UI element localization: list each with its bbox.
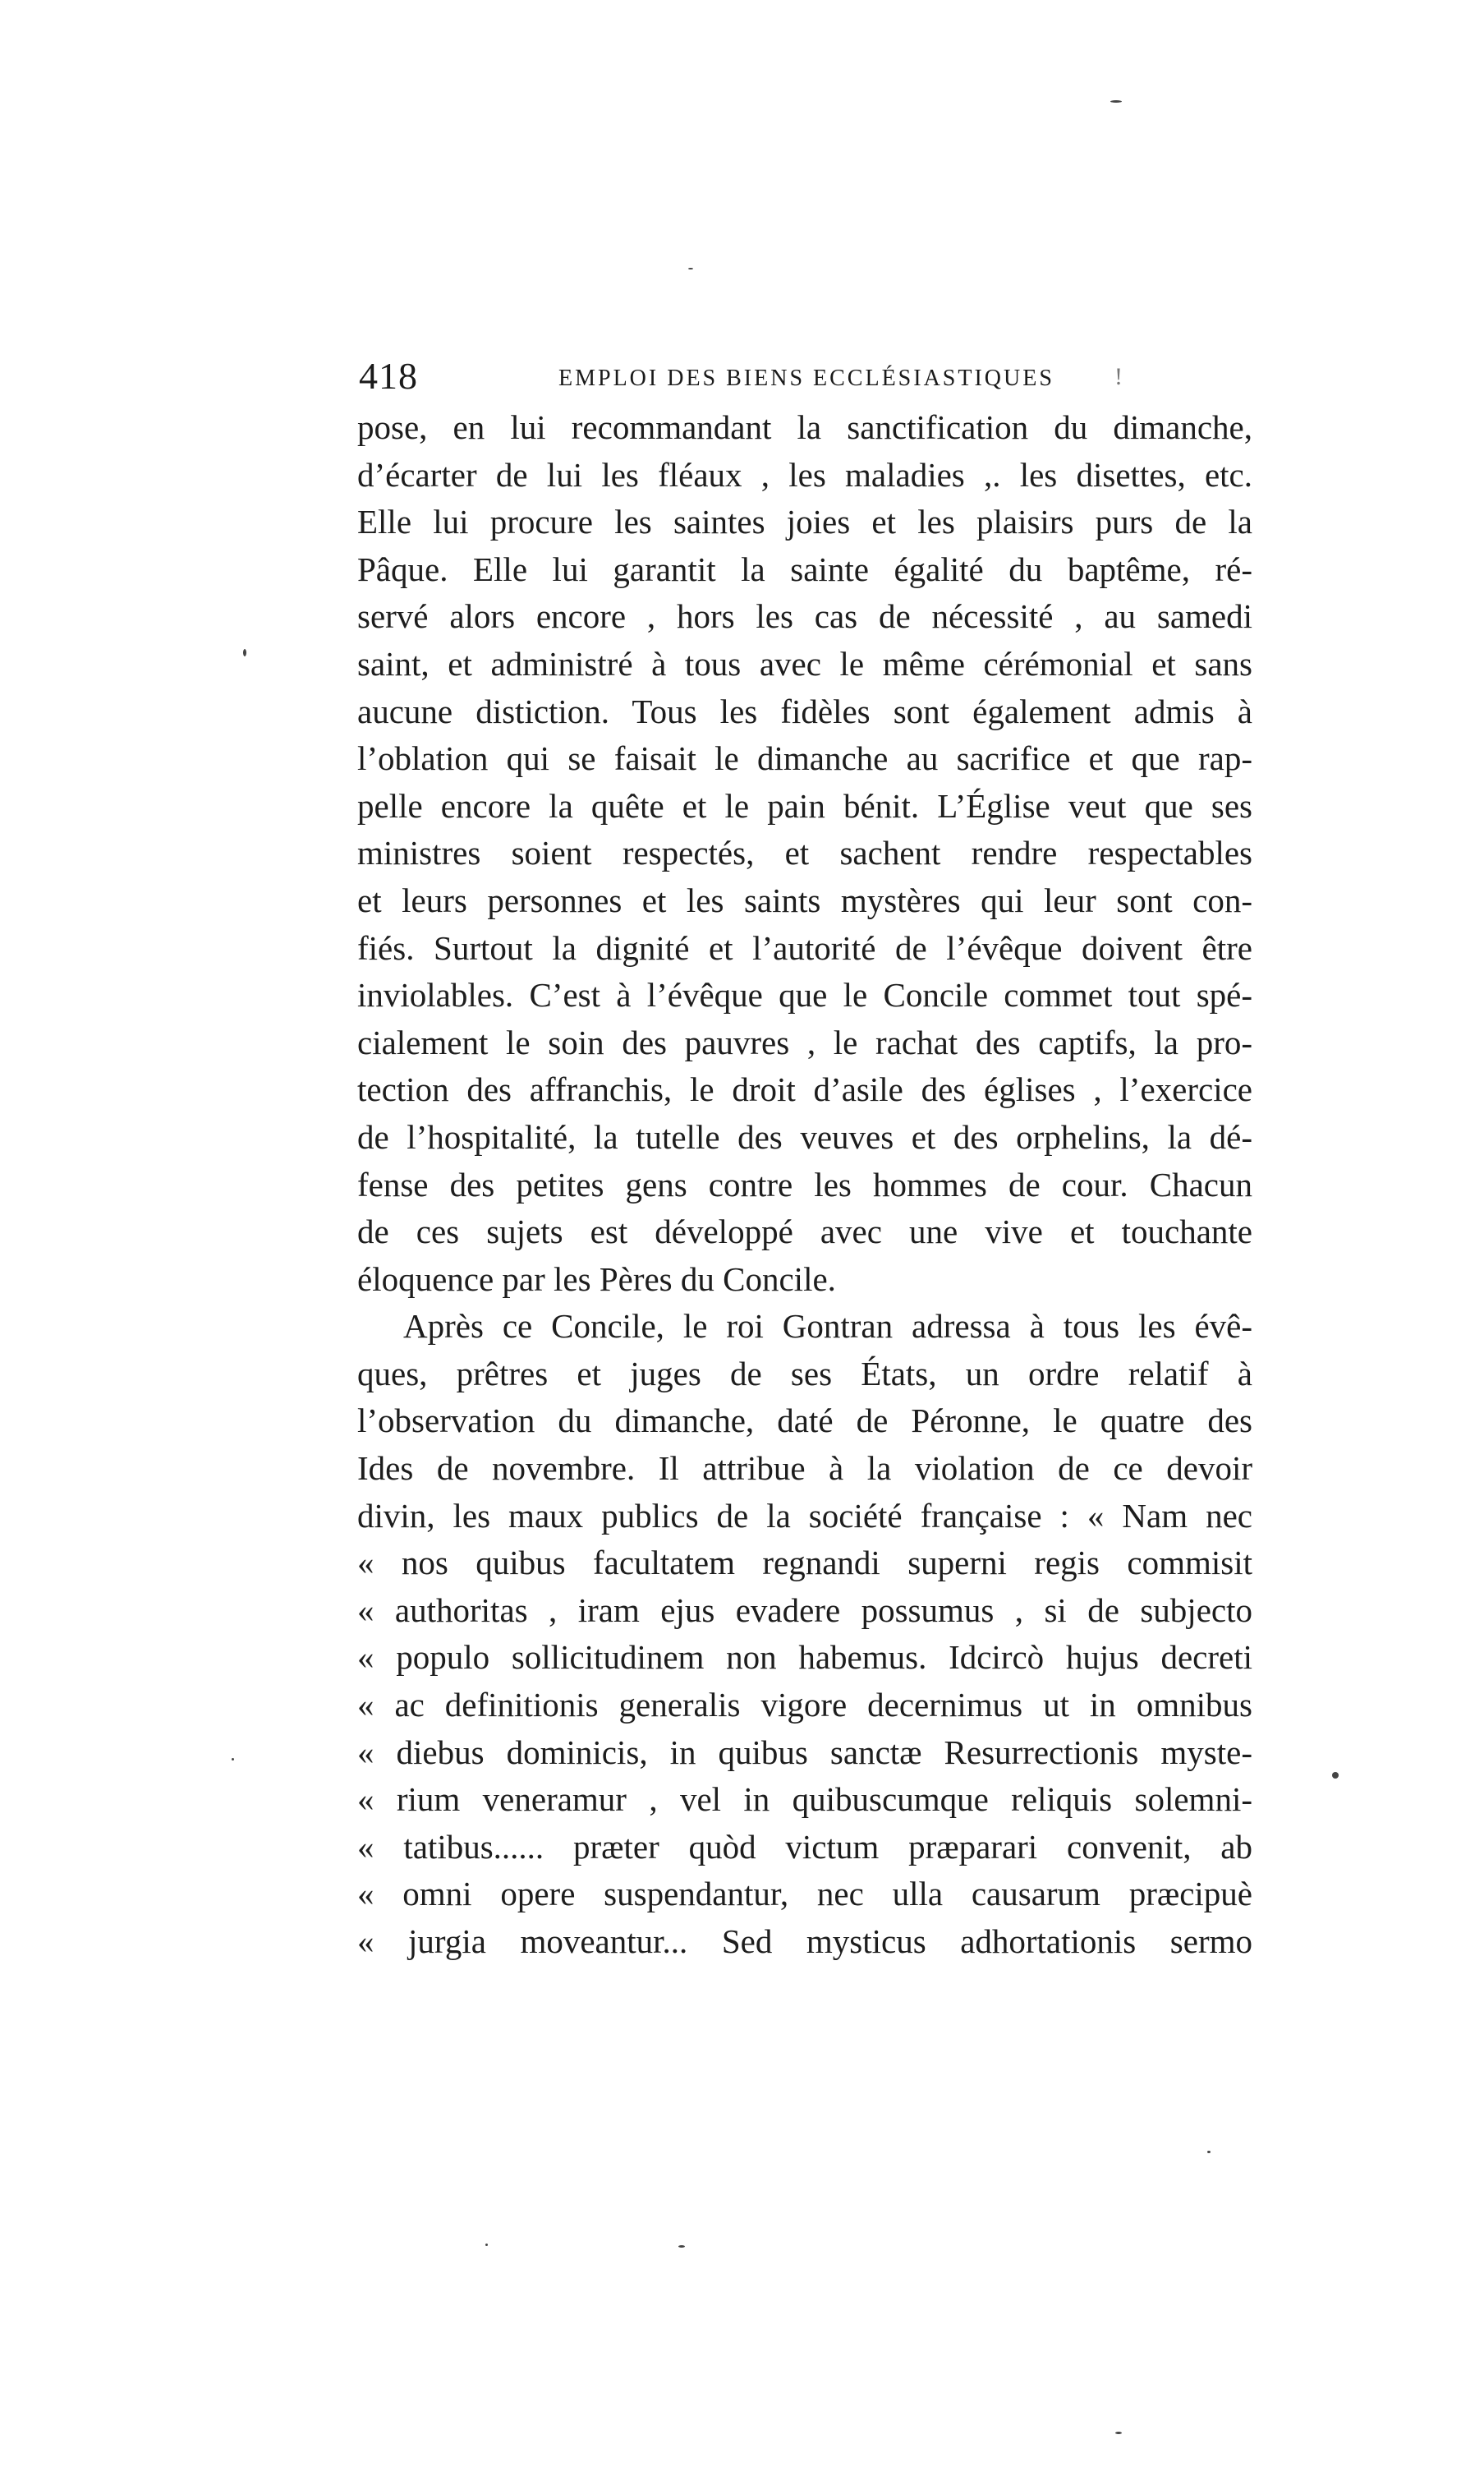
text-line: Elle lui procure les saintes joies et les plaisirs purs de la: [357, 503, 1252, 541]
paragraph-start-line: Après ce Concile, le roi Gontran adressa à tous les évê-: [403, 1307, 1252, 1346]
text-line: divin, les maux publics de la société française : « Nam nec: [357, 1496, 1252, 1535]
text-line: fiés. Surtout la dignité et l’autorité de l’évêque doivent être: [357, 928, 1252, 967]
body-text: [357, 404, 1252, 1966]
quote-line: « rium veneramur , vel in quibuscumque reliquis solemni-: [357, 1780, 1252, 1819]
text-line: Pâque. Elle lui garantit la sainte égalité du baptême, ré-: [357, 550, 1252, 588]
quote-line: « ac definitionis generalis vigore decernimus ut in omnibus: [357, 1686, 1252, 1724]
quote-line: « tatibus...... præter quòd victum præparari convenit, ab: [357, 1827, 1252, 1866]
margin-mark: !: [1114, 363, 1123, 390]
text-line: saint, et administré à tous avec le même cérémonial et sans: [357, 644, 1252, 683]
scan-speck: [1110, 100, 1122, 103]
quote-line: « diebus dominicis, in quibus sanctæ Resurrectionis myste-: [357, 1733, 1252, 1771]
running-title: EMPLOI DES BIENS ECCLÉSIASTIQUES: [558, 366, 1054, 391]
text-line: fense des petites gens contre les hommes de cour. Chacun: [357, 1165, 1252, 1204]
text-line: pelle encore la quête et le pain bénit. L’Église veut que ses: [357, 786, 1252, 825]
text-line: et leurs personnes et les saints mystères qui leur sont con-: [357, 881, 1252, 919]
scan-speck: [243, 649, 246, 656]
text-line: de ces sujets est développé avec une vive et touchante: [357, 1213, 1252, 1251]
quote-line: « nos quibus facultatem regnandi superni regis commisit: [357, 1544, 1252, 1582]
text-line: aucune distiction. Tous les fidèles sont également admis à: [357, 692, 1252, 730]
text-line: l’observation du dimanche, daté de Péronne, le quatre des: [357, 1401, 1252, 1440]
quote-line: « populo sollicitudinem non habemus. Idcircò hujus decreti: [357, 1638, 1252, 1677]
text-line: l’oblation qui se faisait le dimanche au sacrifice et que rap-: [357, 739, 1252, 778]
page-header: [359, 352, 1180, 401]
text-line: pose, en lui recommandant la sanctification du dimanche,: [357, 408, 1252, 446]
text-line: Ides de novembre. Il attribue à la violation de ce devoir: [357, 1449, 1252, 1488]
scan-speck: [688, 268, 693, 269]
quote-line: « jurgia moveantur... Sed mysticus adhortationis sermo: [357, 1922, 1252, 1960]
paragraph-end-line: éloquence par les Pères du Concile.: [357, 1259, 836, 1298]
scan-speck: [485, 2244, 488, 2246]
scan-speck: [1207, 2151, 1211, 2153]
text-line: cialement le soin des pauvres , le rachat des captifs, la pro-: [357, 1023, 1252, 1061]
text-line: ques, prêtres et juges de ses États, un ordre relatif à: [357, 1354, 1252, 1392]
scan-speck: [678, 2245, 685, 2248]
quote-line: « omni opere suspendantur, nec ulla causarum præcipuè: [357, 1875, 1252, 1913]
scan-speck: [1332, 1772, 1339, 1779]
text-line: de l’hospitalité, la tutelle des veuves et des orphelins, la dé-: [357, 1117, 1252, 1156]
text-line: tection des affranchis, le droit d’asile des églises , l’exercice: [357, 1070, 1252, 1109]
scan-speck: [1115, 2432, 1122, 2434]
scan-speck: [232, 1758, 234, 1760]
text-line: inviolables. C’est à l’évêque que le Concile commet tout spé-: [357, 976, 1252, 1015]
quote-line: « authoritas , iram ejus evadere possumus , si de subjecto: [357, 1590, 1252, 1629]
text-line: d’écarter de lui les fléaux , les maladies ,. les disettes, etc.: [357, 455, 1252, 494]
text-line: ministres soient respectés, et sachent rendre respectables: [357, 834, 1252, 872]
text-line: servé alors encore , hors les cas de nécessité , au samedi: [357, 597, 1252, 636]
page-number: 418: [359, 355, 418, 397]
